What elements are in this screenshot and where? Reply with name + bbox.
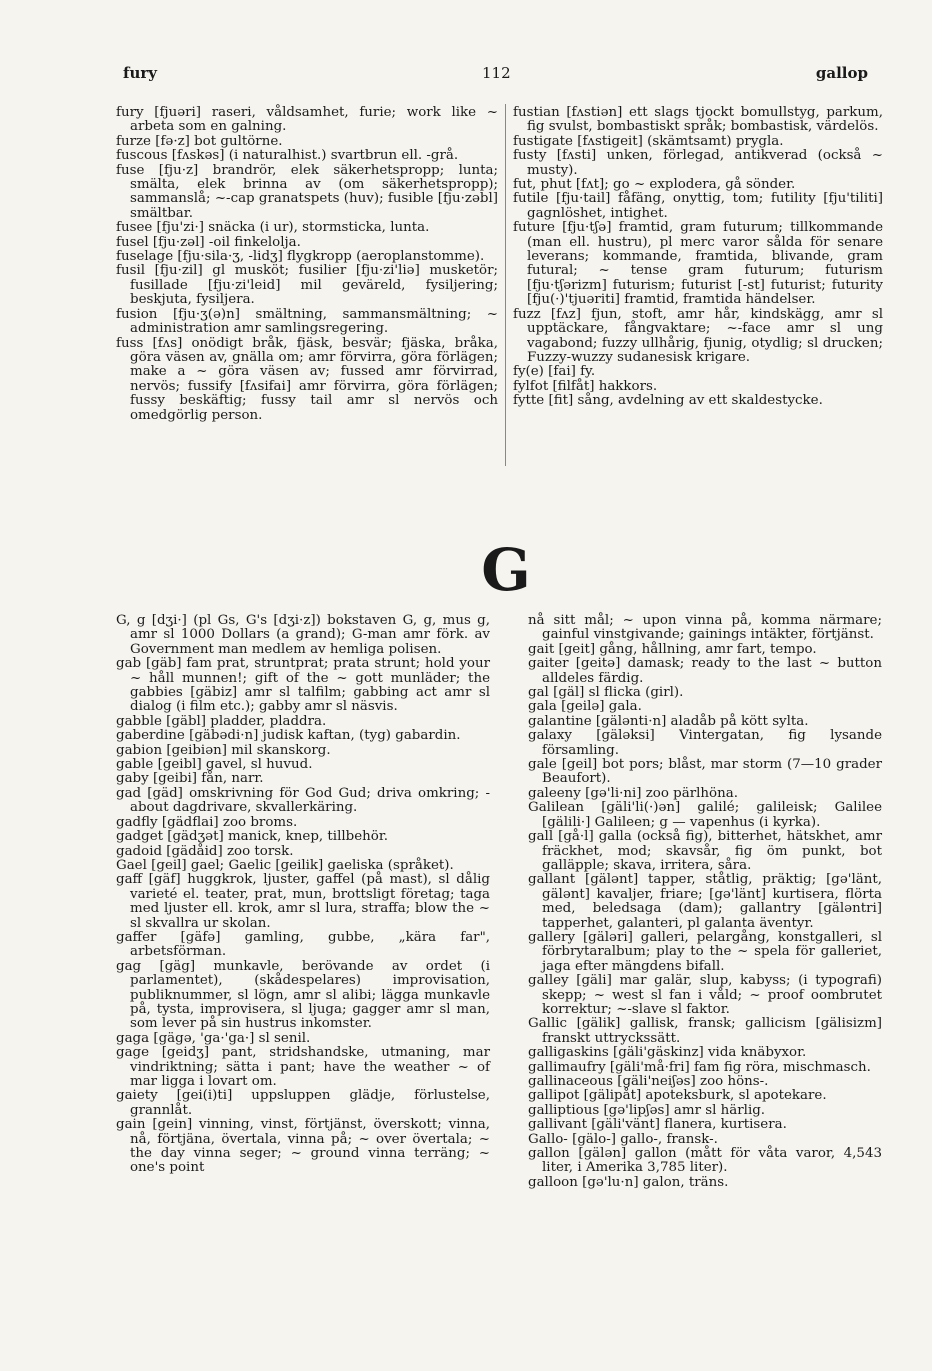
dictionary-entry: fuscous [fʌskəs] (i naturalhist.) svartbrun ell. -grå. <box>116 148 459 164</box>
dictionary-entry: galligaskins [gäli'gäskinz] vida knäbyxor. <box>528 1045 807 1061</box>
dictionary-entry: galloon [gə'lu·n] galon, träns. <box>528 1174 729 1190</box>
column-bottom-right <box>528 614 882 1190</box>
dictionary-entry: Gallo- [gälo-] gallo-, fransk-. <box>528 1131 718 1147</box>
dictionary-entry: gallivant [gäli'vänt] flanera, kurtisera. <box>528 1117 787 1133</box>
dictionary-entry: gain [gein] vinning, vinst, förtjänst, överskott; vinna, nå, förtjäna, övertala, vinna på; ~ over övertala; ~ the day vinna seger; ~ ground vinna terräng; ~ one's point <box>116 1117 490 1176</box>
dictionary-entry: gall [gå·l] galla (också fig), bitterhet, hätskhet, amr fräckhet, mod; skavsår, fig öm punkt, bot galläpple; skava, irritera, såra. <box>528 829 882 873</box>
dictionary-entry: fury [fjuəri] raseri, våldsamhet, furie; work like ~ arbeta som en galning. <box>116 105 498 135</box>
dictionary-entry: gab [gäb] fam prat, struntprat; prata strunt; hold your ~ håll munnen!; gift of the ~ gott munläder; the gabbies [gäbiz] amr sl talfilm; gabbing act amr sl dialog (i film etc.); gabby amr sl näsvis. <box>116 656 490 715</box>
dictionary-entry: fustigate [fʌstigeit] (skämtsamt) prygla. <box>513 133 784 149</box>
column-top-right <box>513 106 883 409</box>
dictionary-entry: fy(e) [fai] fy. <box>513 364 596 380</box>
dictionary-entry: galeeny [gə'li·ni] zoo pärlhöna. <box>528 785 738 801</box>
dictionary-entry: gallant [gälənt] tapper, ståtlig, präktig; [gə'länt, gälənt] kavaljer, friare; [gə'länt] kurtisera, flörta med, beledsaga (dam); gallantry [gäləntri] tapperhet, galanteri, pl galanta äventyr. <box>528 872 882 931</box>
dictionary-entry: gaffer [gäfə] gamling, gubbe, „kära far", arbetsförman. <box>116 929 490 960</box>
dictionary-entry: fylfot [filfåt] hakkors. <box>513 378 658 394</box>
page-number: 112 <box>482 64 511 82</box>
dictionary-entry: fut, phut [fʌt]; go ~ explodera, gå sönder. <box>513 177 796 193</box>
dictionary-entry: gaiter [geitə] damask; ready to the last ~ button alldeles färdig. <box>528 656 882 686</box>
dictionary-entry: Gallic [gälik] gallisk, fransk; gallicism [gälisizm] franskt uttryckssätt. <box>528 1016 882 1046</box>
dictionary-entry: gad [gäd] omskrivning för God Gud; driva omkring; -about dagdrivare, skvallerkäring. <box>116 785 490 816</box>
dictionary-entry: furze [fə·z] bot gultörne. <box>116 133 283 149</box>
dictionary-entry: gaberdine [gäbədi·n] judisk kaftan, (tyg) gabardin. <box>116 728 461 744</box>
dictionary-entry: gadoid [gädåid] zoo torsk. <box>116 843 294 859</box>
dictionary-entry: fytte [fit] sång, avdelning av ett skaldestycke. <box>513 393 823 409</box>
dictionary-entry: gaff [gäf] huggkrok, ljuster, gaffel (på mast), sl dålig varieté el. teater, prat, mun, brottsligt företag; taga med ljuster ell. krok, amr sl lura, straffa; blow the ~ sl skvallra ur skolan. <box>116 872 490 931</box>
dictionary-entry: gadfly [gädflai] zoo broms. <box>116 814 298 830</box>
dictionary-entry: fustian [fʌstiən] ett slags tjockt bomullstyg, parkum, fig svulst, bombastiskt språk; bombastisk, värdelös. <box>513 105 883 135</box>
page-header <box>0 64 932 88</box>
dictionary-entry: gabion [geibiən] mil skanskorg. <box>116 742 331 758</box>
dictionary-entry: gaga [gägə, 'ga·'ga·] sl senil. <box>116 1030 311 1046</box>
dictionary-entry: gallon [gälən] gallon (mått för våta varor, 4,543 liter, i Amerika 3,785 liter). <box>528 1146 882 1176</box>
dictionary-entry: Galilean [gäli'li(·)ən] galilé; galileisk; Galilee [gälili·] Galileen; g — vapenhus (i kyrka). <box>528 800 882 830</box>
dictionary-entry: gallery [gäləri] galleri, pelargång, konstgalleri, sl förbrytaralbum; play to the ~ spela för galleriet, jaga efter mängdens bifall. <box>528 929 882 974</box>
dictionary-entry: nå sitt mål; ~ upon vinna på, komma närmare; gainful vinstgivande; gainings intäkter, förtjänst. <box>528 613 882 643</box>
dictionary-entry: gable [geibl] gavel, sl huvud. <box>116 757 313 773</box>
dictionary-entry: fusee [fju'zi·] snäcka (i ur), stormsticka, lunta. <box>116 220 430 236</box>
dictionary-entry: fuzz [fʌz] fjun, stoft, amr hår, kindskägg, amr sl upptäckare, fångvaktare; ~-face amr sl ung vagabond; fuzzy ullhårig, fjunig, otydlig; sl drucken; Fuzzy-wuzzy sudanesisk krigare. <box>513 306 883 365</box>
running-head-last-word: gallop <box>815 64 868 82</box>
dictionary-entry: gait [geit] gång, hållning, amr fart, tempo. <box>528 641 817 657</box>
dictionary-entry: fuselage [fju·sila·ʒ, -lidʒ] flygkropp (aeroplanstomme). <box>116 249 485 265</box>
dictionary-entry: galaxy [gäləksi] Vintergatan, fig lysande församling. <box>528 728 882 758</box>
dictionary-entry: galliptious [gə'lipʃəs] amr sl härlig. <box>528 1102 766 1118</box>
dictionary-entry: Gael [geil] gael; Gaelic [geilik] gaeliska (språket). <box>116 857 454 873</box>
section-letter-heading: G <box>481 536 531 604</box>
dictionary-entry: fusty [fʌsti] unken, förlegad, antikverad (också ~ musty). <box>513 148 883 178</box>
dictionary-entry: galantine [gäləntі·n] aladåb på kött sylta. <box>528 713 809 729</box>
dictionary-entry: gaby [geibi] fån, narr. <box>116 771 264 787</box>
dictionary-entry: fuss [fʌs] onödigt bråk, fjäsk, besvär; fjäska, bråka, göra väsen av, gnälla om; amr förvirra, göra förlägen; make a ~ göra väsen av; fussed amr förvirrad, nervös; fussify [fʌsifai] amr förvirra, göra förlägen; fussy beskäftig; fussy tail amr sl nervös och omedgörlig person. <box>116 335 498 423</box>
dictionary-entry: gal [gäl] sl flicka (girl). <box>528 685 684 701</box>
dictionary-entry: gale [geil] bot pors; blåst, mar storm (7—10 grader Beaufort). <box>528 757 882 787</box>
running-head-first-word: fury <box>123 64 157 82</box>
column-bottom-left <box>116 614 490 1176</box>
dictionary-entry: future [fju·tʃə] framtid, gram futurum; tillkommande (man ell. hustru), pl merc varor sålda för senare leverans; kommande, framtida, blivande, gram futural; ~ tense gram futurum; futurism [fju·tʃərizm] futurism; futurist [-st] futurist; futurity [fju(·)'tjuəriti] framtid, framtida händelser. <box>513 220 883 308</box>
dictionary-entry: gaiety [gei(i)ti] uppsluppen glädje, förlustelse, grannlåt. <box>116 1088 490 1118</box>
column-top-left <box>116 106 498 423</box>
dictionary-entry: galley [gäli] mar galär, slup, kabyss; (i typografi) skepp; ~ west sl fan i våld; ~ proof oombrutet korrektur; ~-slave sl faktor. <box>528 973 882 1017</box>
dictionary-entry: G, g [dʒi·] (pl Gs, G's [dʒi·z]) bokstaven G, g, mus g, amr sl 1000 Dollars (a grand); G-man amr förk. av Government man medlem av hemliga polisen. <box>116 613 490 657</box>
dictionary-entry: gabble [gäbl] pladder, pladdra. <box>116 713 327 729</box>
dictionary-entry: futile [fju·tail] fåfäng, onyttig, tom; futility [fju'tiliti] gagnlöshet, intighet. <box>513 191 883 221</box>
dictionary-entry: gallimaufry [gäli'må·fri] fam fig röra, mischmasch. <box>528 1059 871 1075</box>
dictionary-entry: gallipot [gälipåt] apoteksburk, sl apotekare. <box>528 1088 827 1104</box>
dictionary-entry: fusion [fju·ʒ(ə)n] smältning, sammansmältning; ~ administration amr samlingsregering. <box>116 306 498 337</box>
dictionary-entry: fusil [fju·zil] gl musköt; fusilier [fju·zi'liə] musketör; fusillade [fju·zi'leid] mil geväreld, fysiljering; beskjuta, fysiljera. <box>116 263 498 308</box>
dictionary-entry: fusel [fju·zəl] -oil finkelolja. <box>116 234 301 250</box>
dictionary-entry: gala [geilə] gala. <box>528 699 642 715</box>
dictionary-entry: gallinaceous [gäli'neiʃəs] zoo höns-. <box>528 1074 769 1089</box>
column-divider <box>505 104 506 466</box>
dictionary-entry: gag [gäg] munkavle, berövande av ordet (i parlamentet), (skådespelares) improvisation, publiknummer, sl lögn, amr sl alibi; lägga munkavle på, tysta, improvisera, sl ljuga; gagger amr sl man, som lever på sin hustrus inkomster. <box>116 958 490 1032</box>
dictionary-entry: gadget [gädʒət] manick, knep, tillbehör. <box>116 829 389 845</box>
dictionary-entry: fuse [fju·z] brandrör, elek säkerhetspropp; lunta; smälta, elek brinna av (om säkerhetspropp); sammanslå; ~-cap granatspets (huv); fusible [fju·zəbl] smältbar. <box>116 162 498 221</box>
dictionary-entry: gage [geidʒ] pant, stridshandske, utmaning, mar vindriktning; sätta i pant; have the weather ~ of mar ligga i lovart om. <box>116 1045 490 1089</box>
